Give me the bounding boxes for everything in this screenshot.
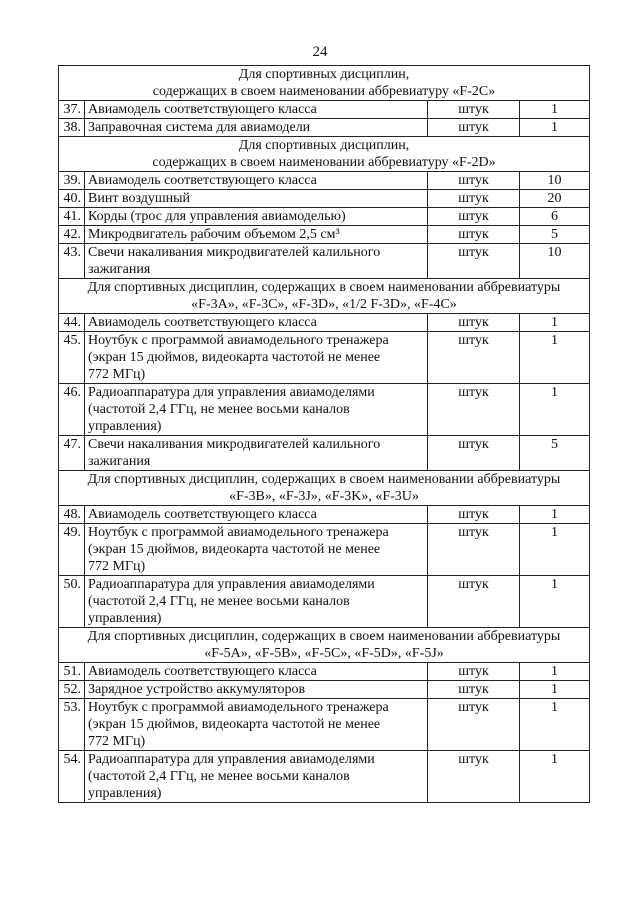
item-unit: штук (428, 751, 520, 803)
item-quantity: 1 (520, 681, 590, 699)
table-row (59, 384, 590, 436)
table-row (59, 226, 590, 244)
row-number: 53. (59, 699, 85, 751)
section-header: Для спортивных дисциплин, содержащих в своем наименовании аббревиатуры «F-5A», «F-5B», «F-5C», «F-5D», «F-5J» (59, 628, 590, 663)
row-number: 49. (59, 524, 85, 576)
item-name: Корды (трос для управления авиамоделью) (85, 208, 428, 226)
item-name: Свечи накаливания микродвигателей калильного зажигания (85, 436, 428, 471)
row-number: 39. (59, 172, 85, 190)
section-header-row (59, 66, 590, 101)
item-quantity: 1 (520, 751, 590, 803)
row-number: 50. (59, 576, 85, 628)
table-row (59, 190, 590, 208)
item-quantity: 5 (520, 436, 590, 471)
item-name: Свечи накаливания микродвигателей калильного зажигания (85, 244, 428, 279)
item-quantity: 1 (520, 119, 590, 137)
table-row (59, 663, 590, 681)
item-name: Винт воздушный (85, 190, 428, 208)
row-number: 54. (59, 751, 85, 803)
item-unit: штук (428, 681, 520, 699)
table-row (59, 524, 590, 576)
item-quantity: 5 (520, 226, 590, 244)
item-name: Ноутбук с программой авиамодельного тренажера (экран 15 дюймов, видеокарта частотой не менее 772 МГц) (85, 699, 428, 751)
section-header-row (59, 279, 590, 314)
item-name: Авиамодель соответствующего класса (85, 172, 428, 190)
item-quantity: 10 (520, 172, 590, 190)
item-name: Авиамодель соответствующего класса (85, 101, 428, 119)
item-quantity: 1 (520, 524, 590, 576)
section-header-row (59, 628, 590, 663)
table-row (59, 244, 590, 279)
table-row (59, 436, 590, 471)
item-name: Ноутбук с программой авиамодельного тренажера (экран 15 дюймов, видеокарта частотой не менее 772 МГц) (85, 524, 428, 576)
table-row (59, 699, 590, 751)
item-unit: штук (428, 663, 520, 681)
section-header: Для спортивных дисциплин, содержащих в своем наименовании аббревиатуру «F-2D» (59, 137, 590, 172)
item-quantity: 20 (520, 190, 590, 208)
item-name: Заправочная система для авиамодели (85, 119, 428, 137)
item-name: Авиамодель соответствующего класса (85, 663, 428, 681)
row-number: 47. (59, 436, 85, 471)
section-header-row (59, 137, 590, 172)
table-row (59, 208, 590, 226)
table-row (59, 681, 590, 699)
item-quantity: 1 (520, 384, 590, 436)
page-number: 24 (312, 44, 328, 60)
item-quantity: 1 (520, 101, 590, 119)
item-quantity: 1 (520, 332, 590, 384)
table-row (59, 172, 590, 190)
item-unit: штук (428, 436, 520, 471)
item-quantity: 6 (520, 208, 590, 226)
item-name: Микродвигатель рабочим объемом 2,5 см³ (85, 226, 428, 244)
row-number: 51. (59, 663, 85, 681)
item-name: Ноутбук с программой авиамодельного тренажера (экран 15 дюймов, видеокарта частотой не менее 772 МГц) (85, 332, 428, 384)
row-number: 43. (59, 244, 85, 279)
row-number: 37. (59, 101, 85, 119)
item-quantity: 10 (520, 244, 590, 279)
item-quantity: 1 (520, 506, 590, 524)
item-unit: штук (428, 208, 520, 226)
item-quantity: 1 (520, 576, 590, 628)
section-header-row (59, 471, 590, 506)
section-header: Для спортивных дисциплин, содержащих в своем наименовании аббревиатуры «F-3B», «F-3J», «F-3K», «F-3U» (59, 471, 590, 506)
item-unit: штук (428, 524, 520, 576)
table-row (59, 576, 590, 628)
row-number: 41. (59, 208, 85, 226)
table-row (59, 751, 590, 803)
table-row (59, 314, 590, 332)
item-name: Радиоаппаратура для управления авиамоделями (частотой 2,4 ГГц, не менее восьми каналов управления) (85, 384, 428, 436)
table-row (59, 101, 590, 119)
item-name: Зарядное устройство аккумуляторов (85, 681, 428, 699)
item-name: Радиоаппаратура для управления авиамоделями (частотой 2,4 ГГц, не менее восьми каналов управления) (85, 576, 428, 628)
table-row (59, 506, 590, 524)
row-number: 48. (59, 506, 85, 524)
item-unit: штук (428, 332, 520, 384)
item-name: Радиоаппаратура для управления авиамоделями (частотой 2,4 ГГц, не менее восьми каналов управления) (85, 751, 428, 803)
row-number: 45. (59, 332, 85, 384)
item-quantity: 1 (520, 699, 590, 751)
item-unit: штук (428, 576, 520, 628)
item-name: Авиамодель соответствующего класса (85, 506, 428, 524)
item-quantity: 1 (520, 314, 590, 332)
item-unit: штук (428, 384, 520, 436)
row-number: 44. (59, 314, 85, 332)
table-row (59, 332, 590, 384)
row-number: 40. (59, 190, 85, 208)
item-unit: штук (428, 314, 520, 332)
item-unit: штук (428, 699, 520, 751)
item-unit: штук (428, 244, 520, 279)
row-number: 46. (59, 384, 85, 436)
equipment-table-body (59, 66, 590, 803)
equipment-table (58, 65, 590, 803)
row-number: 42. (59, 226, 85, 244)
item-quantity: 1 (520, 663, 590, 681)
item-unit: штук (428, 172, 520, 190)
item-unit: штук (428, 101, 520, 119)
item-unit: штук (428, 190, 520, 208)
row-number: 52. (59, 681, 85, 699)
table-row (59, 119, 590, 137)
item-unit: штук (428, 226, 520, 244)
row-number: 38. (59, 119, 85, 137)
section-header: Для спортивных дисциплин, содержащих в своем наименовании аббревиатуры «F-3A», «F-3C», «F-3D», «1/2 F-3D», «F-4C» (59, 279, 590, 314)
item-name: Авиамодель соответствующего класса (85, 314, 428, 332)
item-unit: штук (428, 119, 520, 137)
section-header: Для спортивных дисциплин, содержащих в своем наименовании аббревиатуру «F-2C» (59, 66, 590, 101)
item-unit: штук (428, 506, 520, 524)
